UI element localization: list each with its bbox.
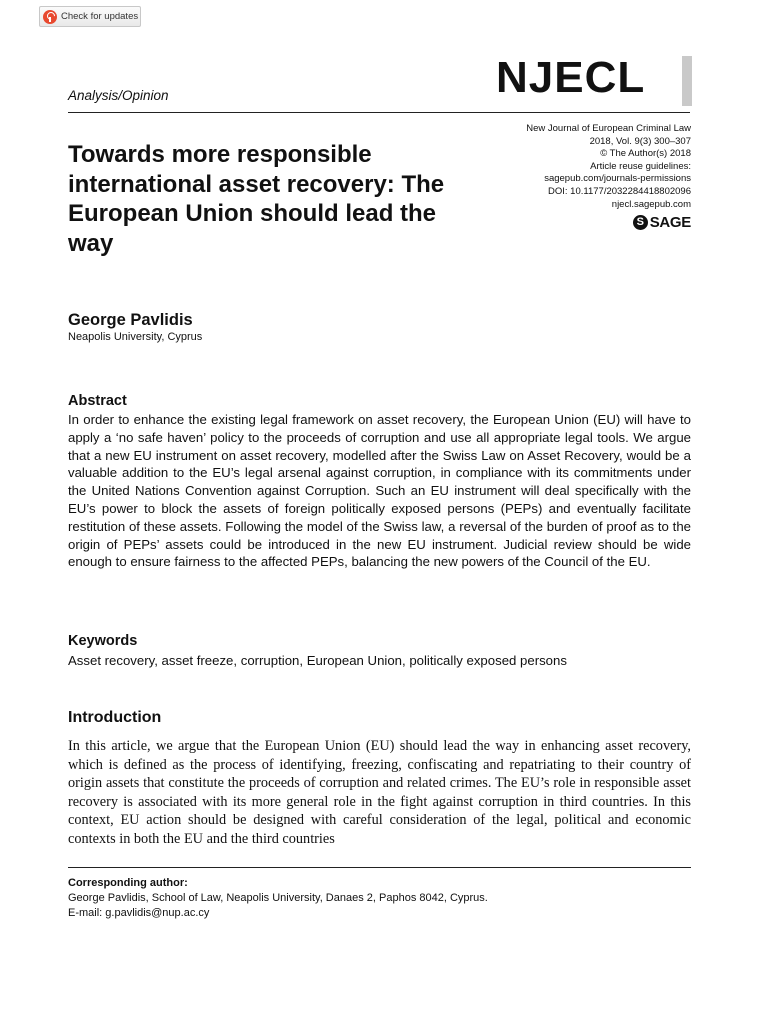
journal-website-link[interactable]: njecl.sagepub.com (611, 198, 691, 210)
corresponding-author-address: George Pavlidis, School of Law, Neapolis University, Danaes 2, Paphos 8042, Cyprus. (68, 892, 488, 904)
doi-link[interactable]: DOI: 10.1177/2032284418802096 (548, 185, 691, 197)
abstract-text: In order to enhance the existing legal framework on asset recovery, the European Union (EU) will have to apply a ‘no safe haven’ policy to the proceeds of corruption and use all appropriate legal tools. We argue that a new EU instrument on asset recovery, modelled after the Swiss Law on Asset Recovery, would be a valuable addition to the EU’s legal arsenal against corruption, in compliance with its commitments under the United Nations Convention against Corruption. Such an EU instrument will deal specifically with the EU’s power to block the assets of foreign politically exposed persons (PEPs) and eventually facilitate restitution of these assets. Following the model of the Swiss law, a reversal of the burden of proof as to the origin of PEPs’ assets could be introduced in the new EU instrument. Judicial review should be wide enough to ensure fairness to the affected PEPs, balancing the new powers of the Council of the EU. (68, 412, 691, 570)
header-divider (68, 112, 690, 113)
permissions-link[interactable]: sagepub.com/journals-permissions (544, 173, 691, 185)
corresponding-author-heading: Corresponding author: (68, 877, 188, 889)
publisher-logo-text: SAGE (649, 214, 691, 231)
check-for-updates-button[interactable] (39, 6, 141, 27)
journal-info (526, 123, 691, 211)
journal-logo: NJECL (496, 53, 646, 102)
journal-volume: 2018, Vol. 9(3) 300–307 (589, 135, 691, 147)
sage-icon: S (633, 215, 648, 230)
article-title: Towards more responsible international asset recovery: The European Union should lead the way (68, 141, 445, 257)
introduction-heading: Introduction (68, 709, 162, 726)
publisher-logo (633, 214, 691, 231)
keywords-heading: Keywords (68, 633, 138, 649)
journal-name: New Journal of European Criminal Law (526, 123, 691, 134)
footnote-divider (68, 867, 691, 868)
check-updates-icon (43, 10, 57, 24)
journal-copyright: © The Author(s) 2018 (600, 148, 691, 160)
check-for-updates-label: Check for updates (61, 11, 139, 22)
abstract-heading: Abstract (68, 393, 127, 409)
corresponding-author-email[interactable]: E-mail: g.pavlidis@nup.ac.cy (68, 907, 210, 919)
author-affiliation: Neapolis University, Cyprus (68, 331, 203, 343)
author-name: George Pavlidis (68, 311, 193, 329)
section-label: Analysis/Opinion (68, 88, 169, 103)
reuse-guidelines-label: Article reuse guidelines: (590, 160, 691, 172)
introduction-text: In this article, we argue that the European Union (EU) should lead the way in enhancing asset recovery, which is defined as the process of identifying, freezing, confiscating and repatriating to their country of origin assets that constitute the proceeds of corruption and related crimes. The EU’s role in responsible asset recovery is associated with its more general role in the fight against corruption in third countries. In this context, EU action should be designed with careful consideration of the legal, political and economic contexts in both the EU and the third countries (68, 738, 691, 847)
journal-logo-bar (682, 56, 692, 106)
keywords-text: Asset recovery, asset freeze, corruption, European Union, politically exposed persons (68, 653, 567, 668)
